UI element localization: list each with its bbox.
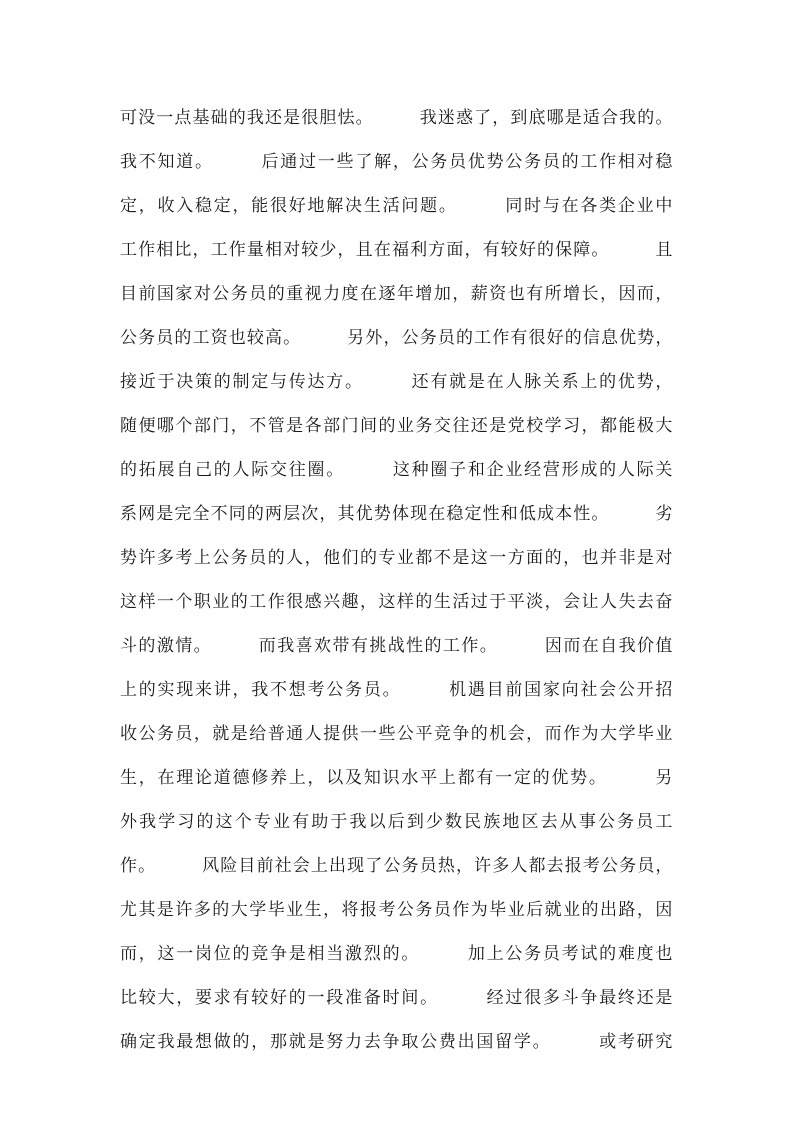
text-line: 斗的激情。 而我喜欢带有挑战性的工作。 因而在自我价值 <box>120 636 673 656</box>
text-line: 收公务员，就是给普通人提供一些公平竞争的机会，而作为大学毕业 <box>120 724 673 744</box>
text-line: 可没一点基础的我还是很胆怯。 我迷惑了，到底哪是适合我的。 <box>120 108 673 128</box>
text-line: 而，这一岗位的竞争是相当激烈的。 加上公务员考试的难度也 <box>120 944 673 964</box>
text-line: 随便哪个部门，不管是各部门间的业务交往还是党校学习，都能极大 <box>120 416 673 436</box>
text-line: 工作相比，工作量相对较少，且在福利方面，有较好的保障。 且 <box>120 240 673 260</box>
text-line: 定，收入稳定，能很好地解决生活问题。 同时与在各类企业中 <box>120 196 673 216</box>
text-line: 这样一个职业的工作很感兴趣，这样的生活过于平淡，会让人失去奋 <box>120 592 673 612</box>
text-line: 目前国家对公务员的重视力度在逐年增加，薪资也有所增长，因而， <box>120 284 673 304</box>
text-line: 尤其是许多的大学毕业生，将报考公务员作为毕业后就业的出路，因 <box>120 900 673 920</box>
text-line: 的拓展自己的人际交往圈。 这种圈子和企业经营形成的人际关 <box>120 460 673 480</box>
text-line: 我不知道。 后通过一些了解，公务员优势公务员的工作相对稳 <box>120 152 673 172</box>
text-line: 上的实现来讲，我不想考公务员。 机遇目前国家向社会公开招 <box>120 680 673 700</box>
text-line: 作。 风险目前社会上出现了公务员热，许多人都去报考公务员， <box>120 856 673 876</box>
text-line: 确定我最想做的，那就是努力去争取公费出国留学。 或考研究 <box>120 1032 673 1052</box>
text-line: 公务员的工资也较高。 另外，公务员的工作有很好的信息优势， <box>120 328 673 348</box>
text-line: 生，在理论道德修养上，以及知识水平上都有一定的优势。 另 <box>120 768 673 788</box>
text-line: 外我学习的这个专业有助于我以后到少数民族地区去从事公务员工 <box>120 812 673 832</box>
text-line: 势许多考上公务员的人，他们的专业都不是这一方面的，也并非是对 <box>120 548 673 568</box>
text-line: 比较大，要求有较好的一段准备时间。 经过很多斗争最终还是 <box>120 988 673 1008</box>
text-line: 系网是完全不同的两层次，其优势体现在稳定性和低成本性。 劣 <box>120 504 673 524</box>
text-line: 接近于决策的制定与传达方。 还有就是在人脉关系上的优势， <box>120 372 673 392</box>
